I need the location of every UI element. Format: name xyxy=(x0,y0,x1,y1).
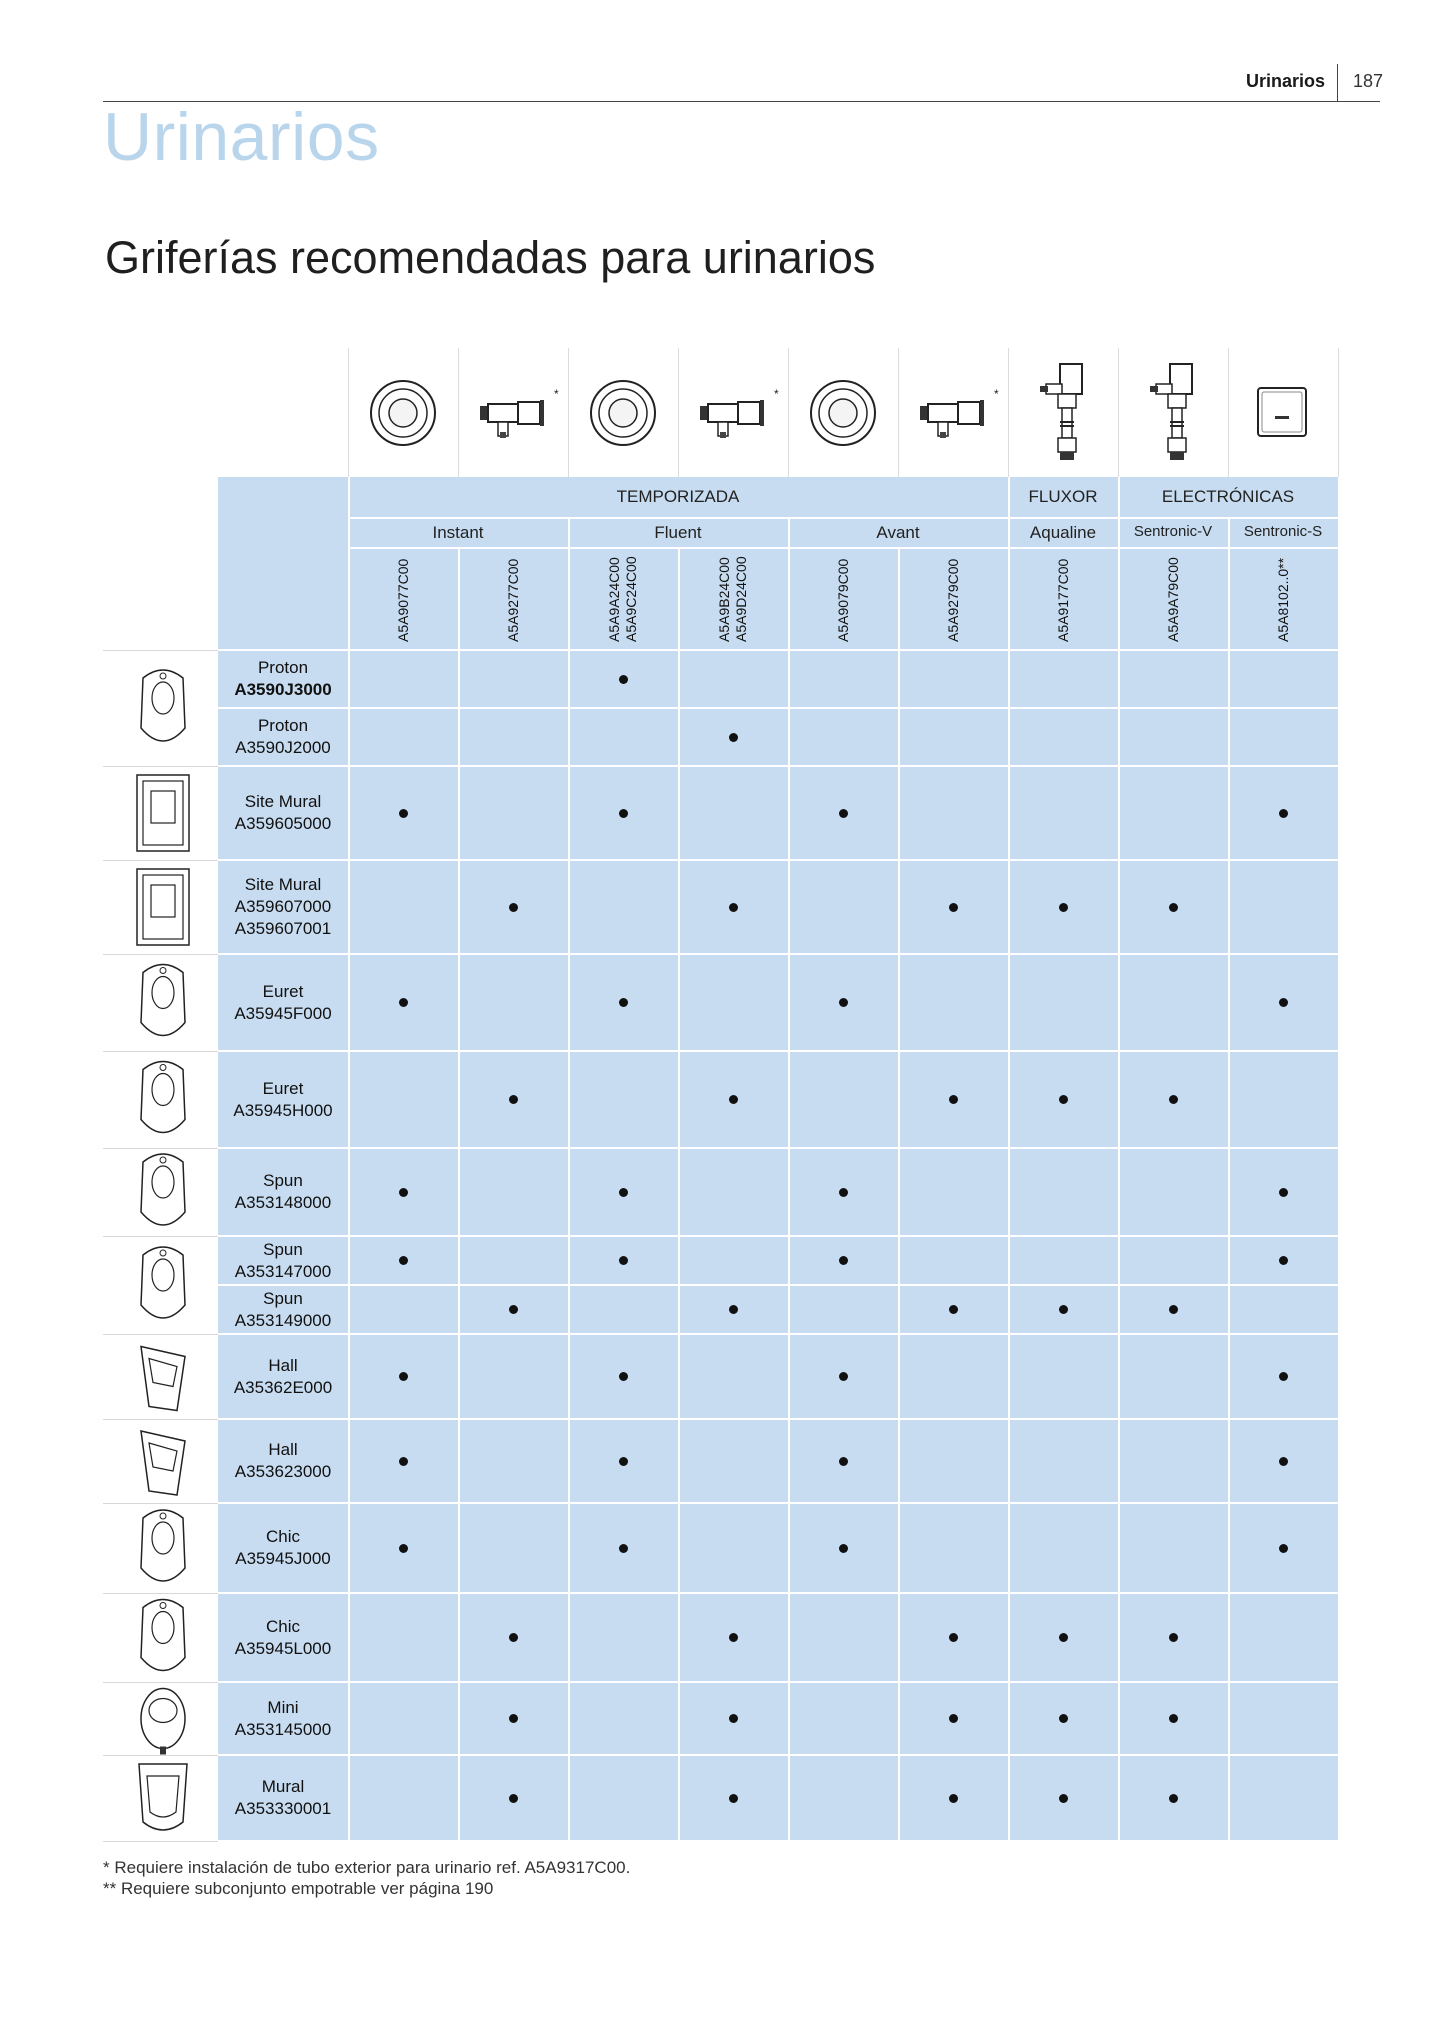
subgroup-header: Aqualine xyxy=(1029,523,1097,542)
column-divider xyxy=(1228,547,1230,1841)
hall-open-urinal-icon xyxy=(103,1419,218,1503)
column-code xyxy=(1165,557,1182,642)
compatibility-mark xyxy=(399,1256,408,1265)
compatibility-mark xyxy=(509,1714,518,1723)
compatibility-mark xyxy=(1059,903,1068,912)
icon-row-divider xyxy=(103,1841,218,1842)
euret-urinal-icon xyxy=(103,1051,218,1148)
row-divider xyxy=(218,1147,1338,1149)
compatibility-mark xyxy=(1279,1256,1288,1265)
page-number: 187 xyxy=(1353,71,1384,91)
compatibility-mark xyxy=(509,1095,518,1104)
subgroup-bottom-rule xyxy=(348,547,1338,549)
row-label xyxy=(218,1170,348,1214)
compatibility-mark xyxy=(509,1305,518,1314)
row-label xyxy=(218,1526,348,1570)
row-product-name: Spun xyxy=(263,1239,303,1259)
proton-urinal-icon xyxy=(103,650,218,766)
row-label xyxy=(218,715,348,759)
compatibility-mark xyxy=(729,903,738,912)
compatibility-mark xyxy=(509,1633,518,1642)
compatibility-mark xyxy=(1059,1794,1068,1803)
compatibility-mark xyxy=(1169,1633,1178,1642)
compatibility-mark xyxy=(1059,1095,1068,1104)
column-code xyxy=(1275,558,1292,642)
page-subtitle: Griferías recomendadas para urinarios xyxy=(105,232,876,283)
column-code-line: A5A9B24C00 xyxy=(716,557,732,642)
spun-urinal-icon xyxy=(103,1148,218,1236)
compatibility-mark xyxy=(949,1714,958,1723)
compatibility-mark xyxy=(1059,1633,1068,1642)
row-product-code: A3590J3000 xyxy=(234,680,332,699)
compatibility-mark xyxy=(399,1544,408,1553)
column-divider xyxy=(568,547,570,1841)
page-title: Urinarios xyxy=(103,99,380,175)
row-label xyxy=(218,1078,348,1122)
row-product-name: Mural xyxy=(261,1777,305,1796)
compatibility-mark xyxy=(729,1095,738,1104)
site-mural-urinal-icon xyxy=(103,860,218,954)
column-code xyxy=(606,556,640,642)
row-divider xyxy=(218,707,1338,709)
compatibility-mark xyxy=(729,733,738,742)
compatibility-mark xyxy=(729,1305,738,1314)
compatibility-mark xyxy=(1169,1095,1178,1104)
column-code-line: A5A9079C00 xyxy=(834,558,851,642)
site-mural-urinal-icon xyxy=(103,860,218,954)
row-label xyxy=(218,791,348,835)
column-divider xyxy=(1008,547,1010,1841)
compatibility-mark xyxy=(619,1188,628,1197)
row-label xyxy=(218,1697,348,1741)
subgroup-header: Avant xyxy=(876,523,920,542)
row-product-code: A353145000 xyxy=(234,1719,332,1739)
flush-valve-icon xyxy=(1008,348,1118,477)
proton-urinal-icon xyxy=(103,650,218,766)
column-code-line: A5A9C24C00 xyxy=(623,556,639,642)
compatibility-mark xyxy=(619,998,628,1007)
compatibility-mark xyxy=(619,1544,628,1553)
hall-open-urinal-icon xyxy=(103,1419,218,1503)
hall-urinal-icon xyxy=(103,1334,218,1419)
row-product-name: Hall xyxy=(268,1355,298,1375)
row-divider xyxy=(218,1418,1338,1420)
row-label xyxy=(218,1439,348,1483)
table-bottom-rule xyxy=(218,1840,1338,1842)
flush-valve-icon xyxy=(1008,348,1118,477)
compatibility-mark xyxy=(619,809,628,818)
row-divider xyxy=(218,1681,1338,1683)
row-divider xyxy=(218,765,1338,767)
footnote: * Requiere instalación de tubo exterior para urinario ref. A5A9317C00. xyxy=(103,1858,631,1877)
row-product-code: A353147000 xyxy=(234,1261,332,1281)
row-product-code: A35945L000 xyxy=(234,1638,332,1658)
euret-urinal-icon xyxy=(103,954,218,1051)
column-code-line: A5A9077C00 xyxy=(394,558,411,642)
column-code-line: A5A9A24C00 xyxy=(606,557,622,642)
compatibility-mark xyxy=(1279,1544,1288,1553)
row-product-name: Proton xyxy=(257,658,309,677)
round-push-plate-icon xyxy=(788,348,898,477)
exposed-valve-icon xyxy=(458,348,568,477)
column-divider xyxy=(1118,547,1120,1841)
row-divider xyxy=(218,1050,1338,1052)
row-product-name: Proton xyxy=(257,716,309,735)
row-product-name: Site Mural xyxy=(244,792,322,811)
row-divider xyxy=(218,1284,1338,1286)
compatibility-mark xyxy=(1279,1372,1288,1381)
round-push-plate-icon xyxy=(568,348,678,477)
subgroup-header: Sentronic-V xyxy=(1133,523,1213,540)
row-divider xyxy=(218,1592,1338,1594)
compatibility-mark xyxy=(1279,998,1288,1007)
mini-urinal-icon xyxy=(103,1682,218,1755)
row-label xyxy=(218,1776,348,1820)
subgroup-header: Sentronic-S xyxy=(1243,523,1323,540)
spun-open-urinal-icon xyxy=(103,1236,218,1334)
row-product-code: A35945F000 xyxy=(234,1003,332,1023)
row-label xyxy=(218,1288,348,1332)
subgroup-header: Fluent xyxy=(654,523,702,542)
chic-urinal-icon xyxy=(103,1593,218,1682)
row-product-name: Chic xyxy=(265,1527,300,1546)
row-label xyxy=(218,1239,348,1283)
hall-urinal-icon xyxy=(103,1334,218,1419)
row-product-code: A353149000 xyxy=(234,1310,332,1330)
column-code xyxy=(505,559,522,642)
row-divider xyxy=(218,1754,1338,1756)
compatibility-mark xyxy=(949,1633,958,1642)
row-divider xyxy=(218,1502,1338,1504)
row-product-name: Chic xyxy=(265,1616,300,1636)
row-product-name: Euret xyxy=(262,1078,304,1098)
compatibility-mark xyxy=(509,903,518,912)
compatibility-mark xyxy=(399,809,408,818)
compatibility-mark xyxy=(399,1372,408,1381)
row-product-code: A35362E000 xyxy=(233,1377,333,1397)
row-label xyxy=(218,874,348,940)
svg-text:*: * xyxy=(994,387,999,401)
compatibility-mark xyxy=(949,903,958,912)
row-label xyxy=(218,981,348,1025)
compatibility-mark xyxy=(839,1544,848,1553)
compatibility-mark xyxy=(1169,1714,1178,1723)
column-divider xyxy=(678,547,680,1841)
compatibility-mark xyxy=(839,1256,848,1265)
group-header: FLUXOR xyxy=(1028,487,1098,506)
row-product-name: Mini xyxy=(267,1697,299,1717)
site-mural-urinal-icon xyxy=(103,766,218,860)
compatibility-mark xyxy=(839,1457,848,1466)
row-divider xyxy=(218,1333,1338,1335)
chic-urinal-icon xyxy=(103,1593,218,1682)
round-push-plate-icon xyxy=(348,348,458,477)
compatibility-mark xyxy=(1059,1714,1068,1723)
compatibility-mark xyxy=(1169,1305,1178,1314)
mural-urinal-icon xyxy=(103,1755,218,1841)
row-product-name: Euret xyxy=(262,981,304,1001)
column-code xyxy=(716,556,750,642)
subgroup-top-rule xyxy=(348,517,1338,519)
compatibility-mark xyxy=(729,1714,738,1723)
column-divider xyxy=(1338,547,1340,1841)
icon-column-divider xyxy=(1338,348,1339,477)
section-name: Urinarios xyxy=(1245,71,1325,91)
column-code xyxy=(945,559,962,642)
row-product-code: A353148000 xyxy=(234,1193,332,1212)
row-divider xyxy=(218,649,1338,651)
column-code-line: A5A9279C00 xyxy=(944,558,961,642)
compatibility-mark xyxy=(839,1188,848,1197)
chic-urinal-icon xyxy=(103,1503,218,1593)
column-code-line: A5A8102..0** xyxy=(1274,557,1291,642)
exposed-valve-icon xyxy=(898,348,1008,477)
spun-urinal-icon xyxy=(103,1148,218,1236)
round-push-plate-icon xyxy=(568,348,678,477)
column-code-line: A5A9A79C00 xyxy=(1164,557,1181,642)
row-product-code: A359607001 xyxy=(234,919,332,938)
compatibility-mark xyxy=(1169,903,1178,912)
compatibility-mark xyxy=(729,1794,738,1803)
group-header: TEMPORIZADA xyxy=(616,487,740,506)
exposed-valve-icon xyxy=(678,348,788,477)
row-label xyxy=(218,1355,348,1399)
column-code xyxy=(395,559,412,642)
row-product-name: Spun xyxy=(263,1171,303,1190)
compatibility-mark xyxy=(839,809,848,818)
flush-valve-icon xyxy=(1118,348,1228,477)
compatibility-mark xyxy=(1279,1188,1288,1197)
flush-valve-icon xyxy=(1118,348,1228,477)
site-mural-urinal-icon xyxy=(103,766,218,860)
compatibility-mark xyxy=(619,1457,628,1466)
row-product-code: A359607000 xyxy=(234,897,332,916)
compatibility-mark xyxy=(949,1794,958,1803)
round-push-plate-icon xyxy=(788,348,898,477)
compatibility-mark xyxy=(399,998,408,1007)
row-product-code: A353623000 xyxy=(234,1462,332,1481)
row-product-name: Site Mural xyxy=(244,875,322,894)
row-product-name: Spun xyxy=(263,1288,303,1308)
column-code xyxy=(835,559,852,642)
svg-text:*: * xyxy=(774,387,779,401)
compatibility-mark xyxy=(619,1256,628,1265)
column-code-line: A5A9277C00 xyxy=(504,558,521,642)
compatibility-mark xyxy=(949,1095,958,1104)
compatibility-mark xyxy=(1279,1457,1288,1466)
euret-urinal-icon xyxy=(103,1051,218,1148)
column-divider xyxy=(458,547,460,1841)
group-header: ELECTRÓNICAS xyxy=(1161,487,1295,506)
exposed-valve-icon xyxy=(898,348,1008,477)
euret-urinal-icon xyxy=(103,954,218,1051)
chic-urinal-icon xyxy=(103,1503,218,1593)
row-divider xyxy=(218,1235,1338,1237)
compatibility-mark xyxy=(1059,1305,1068,1314)
row-product-name: Hall xyxy=(268,1440,298,1459)
compatibility-mark xyxy=(619,1372,628,1381)
row-product-code: A35945J000 xyxy=(235,1549,331,1568)
compatibility-mark xyxy=(399,1188,408,1197)
compatibility-mark xyxy=(729,1633,738,1642)
header-separator xyxy=(1337,64,1338,102)
spun-open-urinal-icon xyxy=(103,1236,218,1334)
compatibility-mark xyxy=(509,1794,518,1803)
svg-text:*: * xyxy=(554,387,559,401)
column-code xyxy=(1055,559,1072,642)
row-product-code: A359605000 xyxy=(234,814,332,833)
compatibility-mark xyxy=(1279,809,1288,818)
row-product-code: A35945H000 xyxy=(233,1100,333,1120)
column-divider xyxy=(348,477,350,1841)
compatibility-mark xyxy=(399,1457,408,1466)
exposed-valve-icon xyxy=(458,348,568,477)
row-divider xyxy=(218,953,1338,955)
mural-urinal-icon xyxy=(103,1755,218,1841)
compatibility-mark xyxy=(839,998,848,1007)
column-divider xyxy=(788,547,790,1841)
compatibility-mark xyxy=(839,1372,848,1381)
row-product-code: A3590J2000 xyxy=(235,738,331,757)
column-code-line: A5A9D24C00 xyxy=(733,556,749,642)
compatibility-mark xyxy=(619,675,628,684)
mini-urinal-icon xyxy=(103,1682,218,1755)
row-label xyxy=(218,1616,348,1660)
sensor-plate-icon xyxy=(1228,348,1338,477)
compatibility-mark xyxy=(949,1305,958,1314)
row-divider xyxy=(218,859,1338,861)
sensor-plate-icon xyxy=(1228,348,1338,477)
row-product-code: A353330001 xyxy=(234,1799,332,1818)
compatibility-mark xyxy=(1169,1794,1178,1803)
table-body-background xyxy=(218,650,1338,1841)
subgroup-header: Instant xyxy=(432,523,484,542)
column-divider xyxy=(898,547,900,1841)
exposed-valve-icon xyxy=(678,348,788,477)
round-push-plate-icon xyxy=(348,348,458,477)
column-code-line: A5A9177C00 xyxy=(1054,558,1071,642)
footnote: ** Requiere subconjunto empotrable ver página 190 xyxy=(103,1879,494,1898)
row-label xyxy=(218,657,348,701)
